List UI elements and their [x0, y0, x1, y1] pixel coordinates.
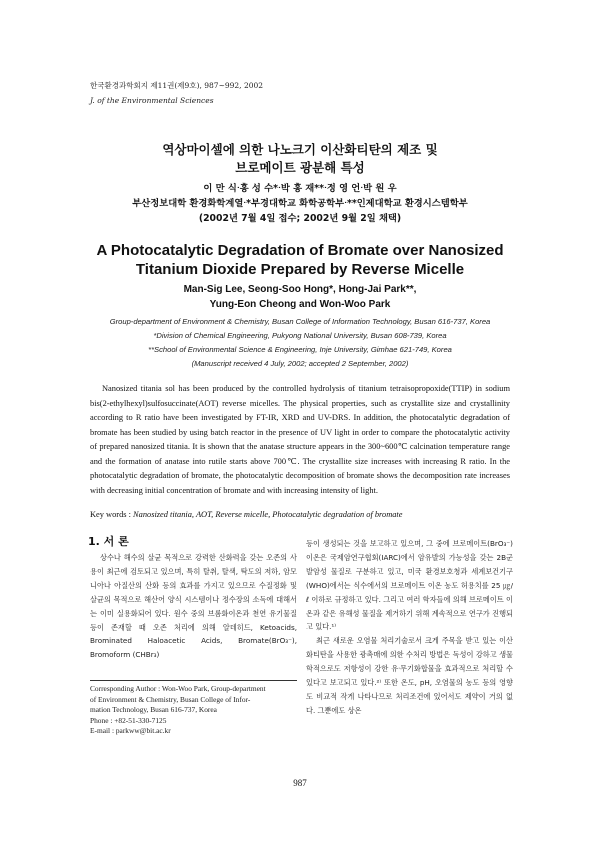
english-authors-line-2: Yung-Eon Cheong and Won-Woo Park	[209, 299, 391, 310]
english-authors-line-1: Man-Sig Lee, Seong-Soo Hong*, Hong-Jai Park**,	[183, 284, 417, 295]
affiliation-1: Group-department of Environment & Chemistry, Busan College of Information Technology, Busan 616-737, Korea	[109, 317, 491, 326]
footnote-divider	[90, 680, 297, 681]
section-heading-introduction: 1. 서 론	[88, 535, 129, 548]
affiliation-2: *Division of Chemical Engineering, Pukyong National University, Busan 608-739, Korea	[153, 331, 447, 340]
footnote-line: Phone : +82-51-330-7125	[90, 715, 167, 725]
corresponding-author-footnote	[90, 684, 300, 737]
manuscript-dates: (Manuscript received 4 July, 2002; accepted 2 September, 2002)	[191, 359, 409, 368]
introduction-left-column	[90, 551, 297, 662]
footnote-line: Corresponding Author : Won-Woo Park, Group-department	[90, 684, 266, 693]
introduction-paragraph-2: 최근 새로운 오염물 처리기술로서 크게 주목을 받고 있는 이산화티탄을 사용한 광촉매에 의한 수처리 방법은 독성이 강하고 생물학적으로도 저항성이 강한 유ᐧ무기화합물을 효과적으로 처리할 수 있다고 보고되고 있다.²⁾ 또한 온도, pH, 오염물의 농도 등의 영향도 비교적 작게 나타나므로 처리조건에 있어서도 제약이 거의 없다. 그뿐에도 상온	[306, 636, 513, 715]
korean-affiliations: 부산정보대학 환경화학계열ᐧ*부경대학교 화학공학부ᐧ**인제대학교 환경시스템학부	[132, 198, 468, 209]
footnote-line: E-mail : parkww@bit.ac.kr	[90, 726, 171, 735]
korean-title-line-1: 역상마이셀에 의한 나노크기 이산화티탄의 제조 및	[162, 142, 438, 157]
page-number: 987	[293, 778, 307, 788]
abstract: Nanosized titania sol has been produced by the controlled hydrolysis of titanium tetraisopropoxide(TTIP) in sodium bis(2-ethylhexyl)sulfosuccinate(AOT) reverse micelles. The physical properties, such as crystallite size and crystallinity according to R ratio have been investigated by FT-IR, XRD and UV-DRS. In addition, the photocatalytic degradation of bromate has been studied by using batch reactor in the presence of UV light in order to compare the photocatalytic activity of prepared nanosized titania. It is shown that the anatase structure appears in the 300~600℃ calcination temperature range and the formation of anatase into rutile starts above 700℃. The crystallite size increases with increasing R ratio. In the photocatalytic degradation of bromate, the photocatalytic decomposition of bromate shows the decomposition rate increases with decreasing initial concentration of bromate and with increasing intensity of light.	[90, 384, 510, 495]
keywords-label: Key words :	[90, 510, 134, 519]
korean-received-date: (2002년 7월 4일 접수; 2002년 9월 2일 채택)	[198, 213, 402, 224]
introduction-paragraph-1-continued: 등이 생성되는 것을 보고하고 있으며, 그 중에 브로메이트(BrO₃⁻)이온은 국제암연구협회(IARC)에서 암유발의 가능성을 갖는 2B군 발암성 물질로 구분하고 있고, 미국 환경보호청과 세계보건기구(WHO)에서는 식수에서의 브로메이트 이온 농도 허용치를 25 ㎍/ℓ 이하로 규정하고 있다. 그리고 여러 학자들에 의해 브로메이트 이온과 같은 유해성 물질을 제거하기 위해 계속적으로 연구가 진행되고 있다.¹⁾	[306, 539, 513, 632]
journal-citation: 한국환경과학회지 제11권(제9호), 987~992, 2002	[90, 81, 264, 90]
keywords-value: Nanosized titania, AOT, Reverse micelle, Photocatalytic degradation of bromate	[133, 510, 403, 519]
english-title-line-2: Titanium Dioxide Prepared by Reverse Micelle	[135, 261, 465, 278]
introduction-right-column	[306, 537, 513, 718]
keywords	[90, 509, 530, 521]
footnote-line: mation Technology, Busan 616-737, Korea	[90, 705, 217, 714]
english-title-line-1: A Photocatalytic Degradation of Bromate over Nanosized	[96, 242, 504, 259]
affiliation-3: **School of Environmental Science & Engineering, Inje University, Gimhae 621-749, Korea	[148, 345, 452, 354]
footnote-line: of Environment & Chemistry, Busan College of Infor-	[90, 694, 251, 704]
korean-authors: 이 만 식ᐧ홍 성 수*ᐧ박 홍 재**ᐧ정 영 언ᐧ박 원 우	[203, 183, 397, 194]
introduction-paragraph-1: 상수나 해수의 살균 목적으로 강력한 산화력을 갖는 오존의 사용이 최근에 검토되고 있으며, 특히 탈취, 탈색, 탁도의 저하, 암모니아나 아질산의 산화 등의 효과를 가지고 있으므로 수질정화 및 살균의 목적으로 해산어 양식 시스템이나 정수장의 소독에 대해서는 이미 실용화되어 있다. 원수 중의 브롬화이온과 천연 유기물질 등이 존재할 때 오존 처리에 의해 알데히드, Ketoacids, Brominated Haloacetic Acids, Bromate(BrO₃⁻), Bromoform (CHBr₃)	[90, 553, 297, 660]
korean-title-line-2: 브로메이트 광분해 특성	[235, 160, 365, 175]
journal-name: J. of the Environmental Sciences	[90, 96, 214, 105]
